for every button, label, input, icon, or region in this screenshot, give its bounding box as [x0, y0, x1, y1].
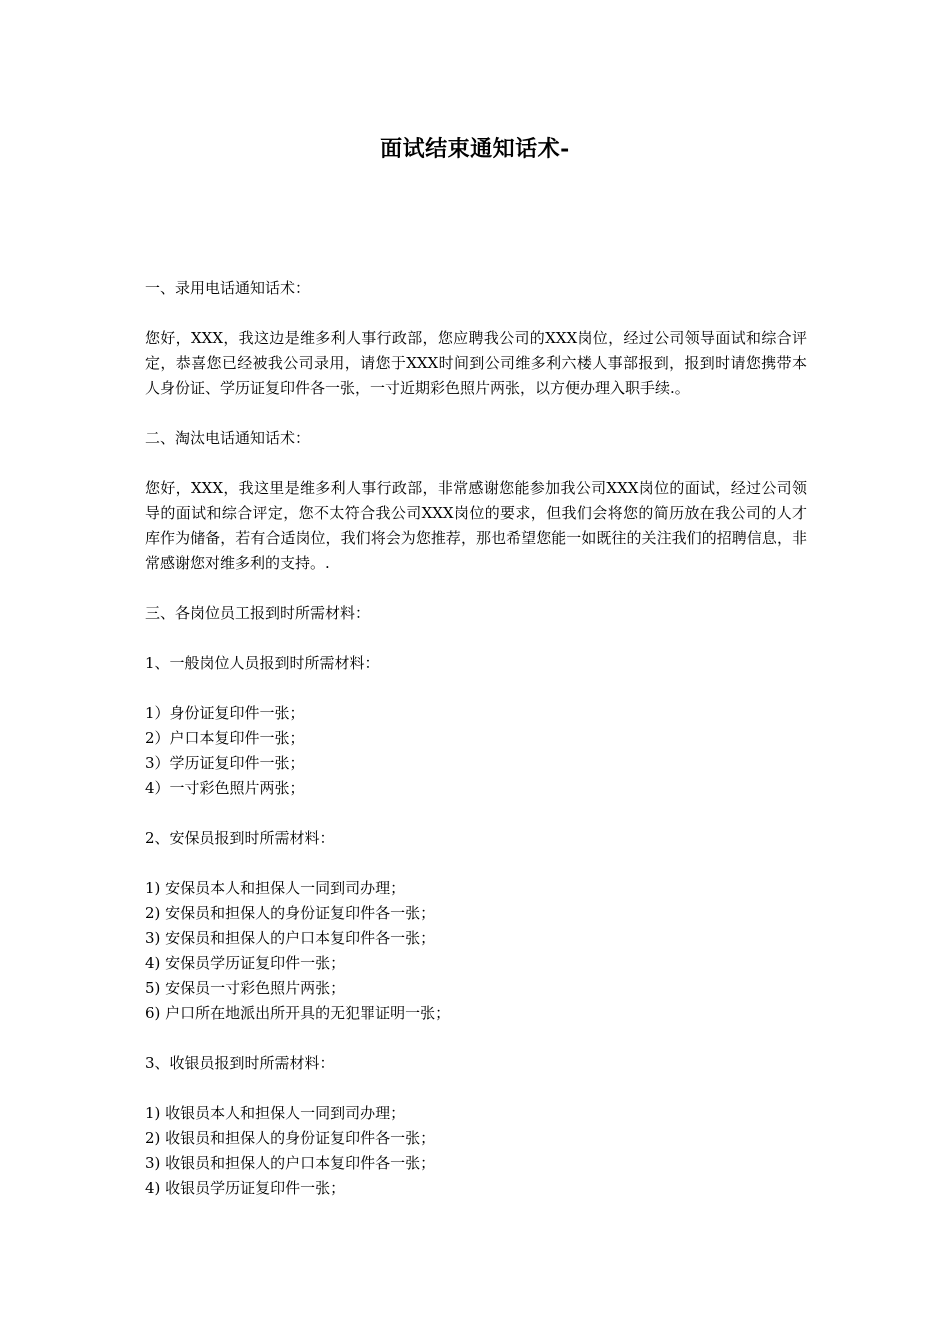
- list-item: 1) 收银员本人和担保人一同到司办理；: [145, 1104, 406, 1122]
- section3-heading: 三、各岗位员工报到时所需材料：: [145, 604, 371, 622]
- spacer: [145, 1026, 807, 1051]
- list-item: 5) 安保员一寸彩色照片两张；: [145, 979, 346, 997]
- spacer: [145, 401, 807, 426]
- group1-heading: 1、一般岗位人员报到时所需材料：: [145, 654, 380, 672]
- spacer: [145, 851, 807, 876]
- spacer: [145, 451, 807, 476]
- section2-body: 您好，XXX，我这里是维多利人事行政部，非常感谢您能参加我公司XXX岗位的面试，经过公司领导的面试和综合评定，您不太符合我公司XXX岗位的要求，但我们会将您的简历放在我公司的人才库作为储备，若有合适岗位，我们将会为您推荐，那也希望您能一如既往的关注我们的招聘信息，非常感谢您对维多利的支持。.: [145, 479, 807, 572]
- section1-body: 您好，XXX，我这边是维多利人事行政部，您应聘我公司的XXX岗位，经过公司领导面试和综合评定，恭喜您已经被我公司录用，请您于XXX时间到公司维多利六楼人事部报到，报到时请您携带本人身份证、学历证复印件各一张，一寸近期彩色照片两张，以方便办理入职手续.。: [145, 329, 807, 397]
- list-item: 1) 安保员本人和担保人一同到司办理；: [145, 879, 406, 897]
- spacer: [145, 676, 807, 701]
- group2-heading: 2、安保员报到时所需材料：: [145, 829, 335, 847]
- list-item: 6) 户口所在地派出所开具的无犯罪证明一张；: [145, 1004, 451, 1022]
- list-item: 4）一寸彩色照片两张；: [145, 779, 305, 797]
- list-item: 2) 安保员和担保人的身份证复印件各一张；: [145, 904, 436, 922]
- spacer: [145, 576, 807, 601]
- spacer: [145, 301, 807, 326]
- list-item: 2）户口本复印件一张；: [145, 729, 305, 747]
- list-item: 1）身份证复印件一张；: [145, 704, 305, 722]
- document-body: [145, 276, 807, 1201]
- spacer: [145, 801, 807, 826]
- list-item: 3) 安保员和担保人的户口本复印件各一张；: [145, 929, 436, 947]
- spacer: [145, 626, 807, 651]
- group3-heading: 3、收银员报到时所需材料：: [145, 1054, 335, 1072]
- document-title: 面试结束通知话术-: [380, 136, 570, 162]
- list-item: 4) 安保员学历证复印件一张；: [145, 954, 346, 972]
- list-item: 4) 收银员学历证复印件一张；: [145, 1179, 346, 1197]
- section2-heading: 二、淘汰电话通知话术：: [145, 429, 311, 447]
- list-item: 2) 收银员和担保人的身份证复印件各一张；: [145, 1129, 436, 1147]
- list-item: 3) 收银员和担保人的户口本复印件各一张；: [145, 1154, 436, 1172]
- section1-heading: 一、录用电话通知话术：: [145, 279, 311, 297]
- spacer: [145, 1076, 807, 1101]
- list-item: 3）学历证复印件一张；: [145, 754, 305, 772]
